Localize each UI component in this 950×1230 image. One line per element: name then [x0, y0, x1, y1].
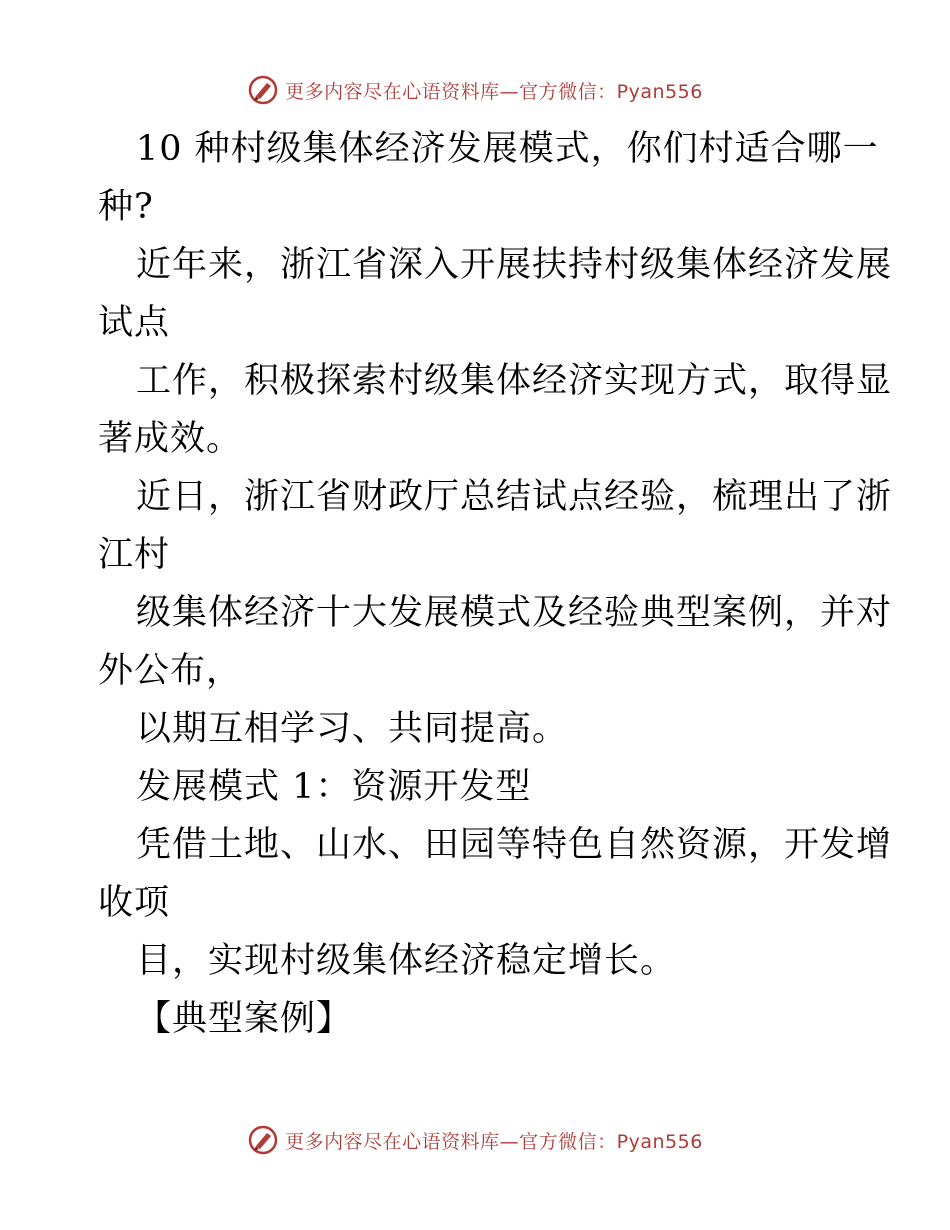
footer-banner [0, 1120, 950, 1160]
document-line: 目，实现村级集体经济稳定增长。 [136, 941, 677, 981]
case-heading: 【典型案例】 [136, 999, 353, 1039]
pen-logo-icon [247, 1124, 279, 1156]
document-line: 以期互相学习、共同提高。 [136, 709, 569, 749]
document-line: 10 种村级集体经济发展模式，你们村适合哪一 [136, 129, 879, 169]
document-line: 著成效。 [98, 419, 243, 459]
header-banner-text: 更多内容尽在心语资料库—官方微信：Pyan556 [285, 80, 703, 103]
document-line: 试点 [98, 303, 171, 343]
document-line: 级集体经济十大发展模式及经验典型案例，并对 [136, 593, 893, 633]
footer-banner-text: 更多内容尽在心语资料库—官方微信：Pyan556 [285, 1130, 703, 1153]
document-line: 近年来，浙江省深入开展扶持村级集体经济发展 [136, 245, 893, 285]
document-line: 江村 [98, 535, 171, 575]
pen-logo-icon [247, 74, 279, 106]
header-banner [0, 70, 950, 110]
document-line: 凭借土地、山水、田园等特色自然资源，开发增 [136, 825, 893, 865]
section-heading: 发展模式 1：资源开发型 [136, 767, 532, 807]
document-line: 工作，积极探索村级集体经济实现方式，取得显 [136, 361, 893, 401]
document-body [98, 120, 893, 1048]
document-line: 外公布， [98, 651, 243, 691]
document-line: 收项 [98, 883, 171, 923]
document-line: 近日，浙江省财政厅总结试点经验，梳理出了浙 [136, 477, 893, 517]
document-line: 种? [98, 187, 154, 227]
